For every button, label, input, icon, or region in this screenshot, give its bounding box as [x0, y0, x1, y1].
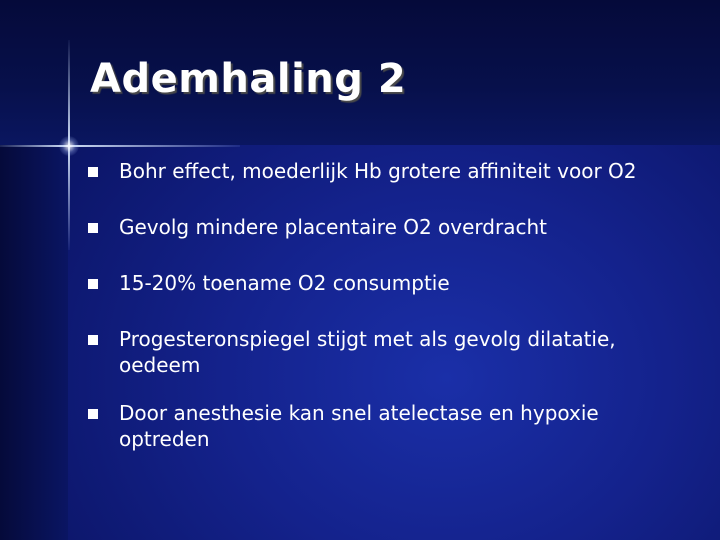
square-bullet-icon — [88, 335, 98, 345]
bullet-text: Bohr effect, moederlijk Hb grotere affiniteit voor O2 — [119, 159, 637, 183]
bullet-list — [88, 158, 688, 474]
bullet-item — [88, 214, 688, 240]
bullet-text: Progesteronspiegel stijgt met als gevolg dilatatie, oedeem — [119, 327, 616, 377]
slide-left-band — [0, 145, 68, 540]
bullet-text: Gevolg mindere placentaire O2 overdracht — [119, 215, 547, 239]
square-bullet-icon — [88, 223, 98, 233]
slide-title: Ademhaling 2 — [90, 56, 407, 102]
light-flare-glow — [59, 136, 79, 156]
bullet-text: 15-20% toename O2 consumptie — [119, 271, 450, 295]
square-bullet-icon — [88, 167, 98, 177]
bullet-text: Door anesthesie kan snel atelectase en hypoxie optreden — [119, 401, 599, 451]
bullet-item — [88, 326, 688, 378]
square-bullet-icon — [88, 409, 98, 419]
square-bullet-icon — [88, 279, 98, 289]
bullet-item — [88, 158, 688, 184]
bullet-item — [88, 400, 688, 452]
light-flare-horizontal — [0, 145, 240, 147]
bullet-item — [88, 270, 688, 296]
